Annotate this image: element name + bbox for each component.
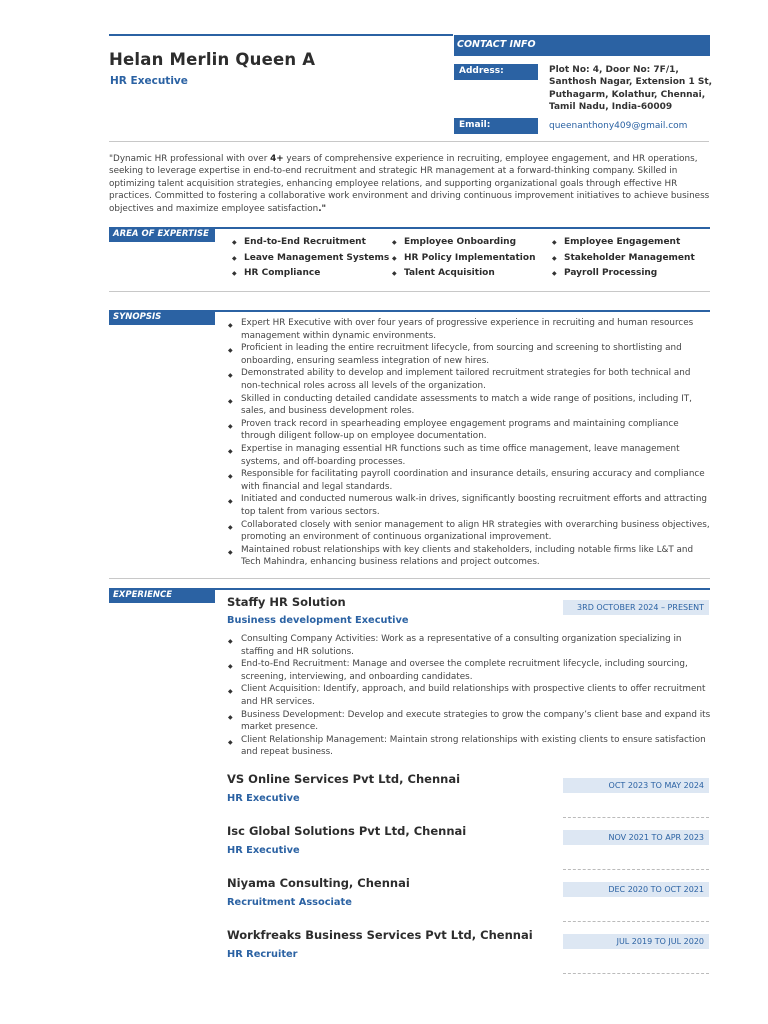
job-divider <box>563 973 709 974</box>
section-divider <box>109 578 710 579</box>
job-divider <box>563 921 709 922</box>
company-name: Niyama Consulting, Chennai <box>227 876 410 890</box>
header-divider <box>109 141 709 142</box>
job-duty: ◆ Consulting Company Activities: Work as a representative of a consulting organization specializing in staffing and HR solutions. <box>241 633 711 658</box>
email-label: Email: <box>454 118 538 134</box>
job-title: HR Executive <box>227 793 300 804</box>
job-duty: ◆ End-to-End Recruitment: Manage and oversee the complete recruitment lifecycle, including sourcing, screening, interviewing, and onboarding candidates. <box>241 658 711 683</box>
job-date: DEC 2020 TO OCT 2021 <box>563 882 709 897</box>
expertise-item: ◆ Employee Engagement <box>564 237 680 247</box>
company-name: VS Online Services Pvt Ltd, Chennai <box>227 772 461 786</box>
synopsis-item: ◆ Expertise in managing essential HR functions such as time office management, leave management systems, and off-boarding processes. <box>241 443 711 468</box>
professional-summary <box>109 153 711 215</box>
job-date: JUL 2019 TO JUL 2020 <box>563 934 709 949</box>
job-title: Business development Executive <box>227 615 409 626</box>
job-divider <box>563 817 709 818</box>
expertise-item: ◆ Payroll Processing <box>564 268 657 278</box>
synopsis-list <box>241 317 711 569</box>
synopsis-item: ◆ Proficient in leading the entire recruitment lifecycle, from sourcing and screening to shortlisting and onboarding, ensuring seamless integration of new hires. <box>241 342 711 367</box>
address-label: Address: <box>454 64 538 80</box>
address-line: Plot No: 4, Door No: 7F/1, <box>549 65 679 75</box>
section-label-synopsis: SYNOPSIS <box>109 310 215 325</box>
job-title: HR Recruiter <box>227 949 298 960</box>
section-label-experience: EXPERIENCE <box>109 588 215 603</box>
summary-quote: " <box>109 154 114 164</box>
expertise-item: ◆ HR Compliance <box>244 268 320 278</box>
address-value <box>549 64 712 114</box>
synopsis-item: ◆ Proven track record in spearheading employee engagement programs and maintaining compliance through diligent follow-up on employee documentation. <box>241 418 711 443</box>
candidate-name: Helan Merlin Queen A <box>109 50 316 69</box>
synopsis-item: ◆ Demonstrated ability to develop and implement tailored recruitment strategies for both technical and non-technical roles across all levels of the organization. <box>241 367 711 392</box>
job-duty: ◆ Business Development: Develop and execute strategies to grow the company’s client base and expand its market presence. <box>241 709 711 734</box>
company-name: Isc Global Solutions Pvt Ltd, Chennai <box>227 824 467 838</box>
synopsis-item: ◆ Maintained robust relationships with key clients and stakeholders, including notable firms like L&T and Tech Mahindra, enhancing business relations and project outcomes. <box>241 544 711 569</box>
header-top-rule <box>109 34 453 36</box>
synopsis-item: ◆ Collaborated closely with senior management to align HR strategies with overarching business objectives, promoting an environment of continuous organizational improvement. <box>241 519 711 544</box>
candidate-role: HR Executive <box>110 75 188 87</box>
job-duty: ◆ Client Acquisition: Identify, approach, and build relationships with prospective clients to offer recruitment and HR services. <box>241 683 711 708</box>
company-name: Staffy HR Solution <box>227 595 346 609</box>
summary-text: years of comprehensive experience in recruiting, employee engagement, and HR operations, seeking to leverage expertise in end-to-end recruitment and strategic HR management at a forward-thinking company. Skilled in optimizing talent acquisition strategies, enhancing employee relations, and supporting organizational goals through effective HR practices. Committed to fostering a collaborative work environment and driving continuous improvement initiatives to achieve business objectives and maximize employee satisfaction <box>109 154 710 214</box>
section-divider <box>109 291 710 292</box>
job-divider <box>563 869 709 870</box>
section-rule <box>215 227 710 229</box>
section-label-expertise: AREA OF EXPERTISE <box>109 227 215 242</box>
synopsis-item: ◆ Responsible for facilitating payroll coordination and insurance details, ensuring accuracy and compliance with financial and legal standards. <box>241 468 711 493</box>
email-link[interactable]: queenanthony409@gmail.com <box>549 121 688 131</box>
job-duties <box>241 633 711 759</box>
address-line: Tamil Nadu, India-60009 <box>549 102 673 113</box>
summary-text: Dynamic HR professional with over <box>113 154 271 164</box>
expertise-item: ◆ End-to-End Recruitment <box>244 237 366 247</box>
job-date: 3RD OCTOBER 2024 – PRESENT <box>563 600 709 615</box>
synopsis-item: ◆ Skilled in conducting detailed candidate assessments to match a wide range of positions, including IT, sales, and business development roles. <box>241 393 711 418</box>
expertise-item: ◆ Stakeholder Management <box>564 253 695 263</box>
job-title: HR Executive <box>227 845 300 856</box>
contact-info-heading: CONTACT INFO <box>454 35 710 56</box>
summary-end: ." <box>318 203 327 214</box>
job-date: NOV 2021 TO APR 2023 <box>563 830 709 845</box>
section-rule <box>215 310 710 312</box>
expertise-item: ◆ Leave Management Systems <box>244 253 389 263</box>
company-name: Workfreaks Business Services Pvt Ltd, Chennai <box>227 928 533 942</box>
synopsis-item: ◆ Expert HR Executive with over four years of progressive experience in recruiting and human resources management within dynamic environments. <box>241 317 711 342</box>
address-line: Puthagarm, Kolathur, Chennai, <box>549 89 706 100</box>
expertise-item: ◆ Employee Onboarding <box>404 237 516 247</box>
address-line: Santhosh Nagar, Extension 1 St, <box>549 77 713 88</box>
job-date: OCT 2023 TO MAY 2024 <box>563 778 709 793</box>
synopsis-item: ◆ Initiated and conducted numerous walk-in drives, significantly boosting recruitment efforts and attracting top talent from various sectors. <box>241 493 711 518</box>
expertise-item: ◆ Talent Acquisition <box>404 268 495 278</box>
section-rule <box>215 588 710 590</box>
expertise-item: ◆ HR Policy Implementation <box>404 253 535 263</box>
summary-years: 4+ <box>270 154 284 164</box>
job-title: Recruitment Associate <box>227 897 352 908</box>
job-duty: ◆ Client Relationship Management: Maintain strong relationships with existing clients to ensure satisfaction and repeat business. <box>241 734 711 759</box>
